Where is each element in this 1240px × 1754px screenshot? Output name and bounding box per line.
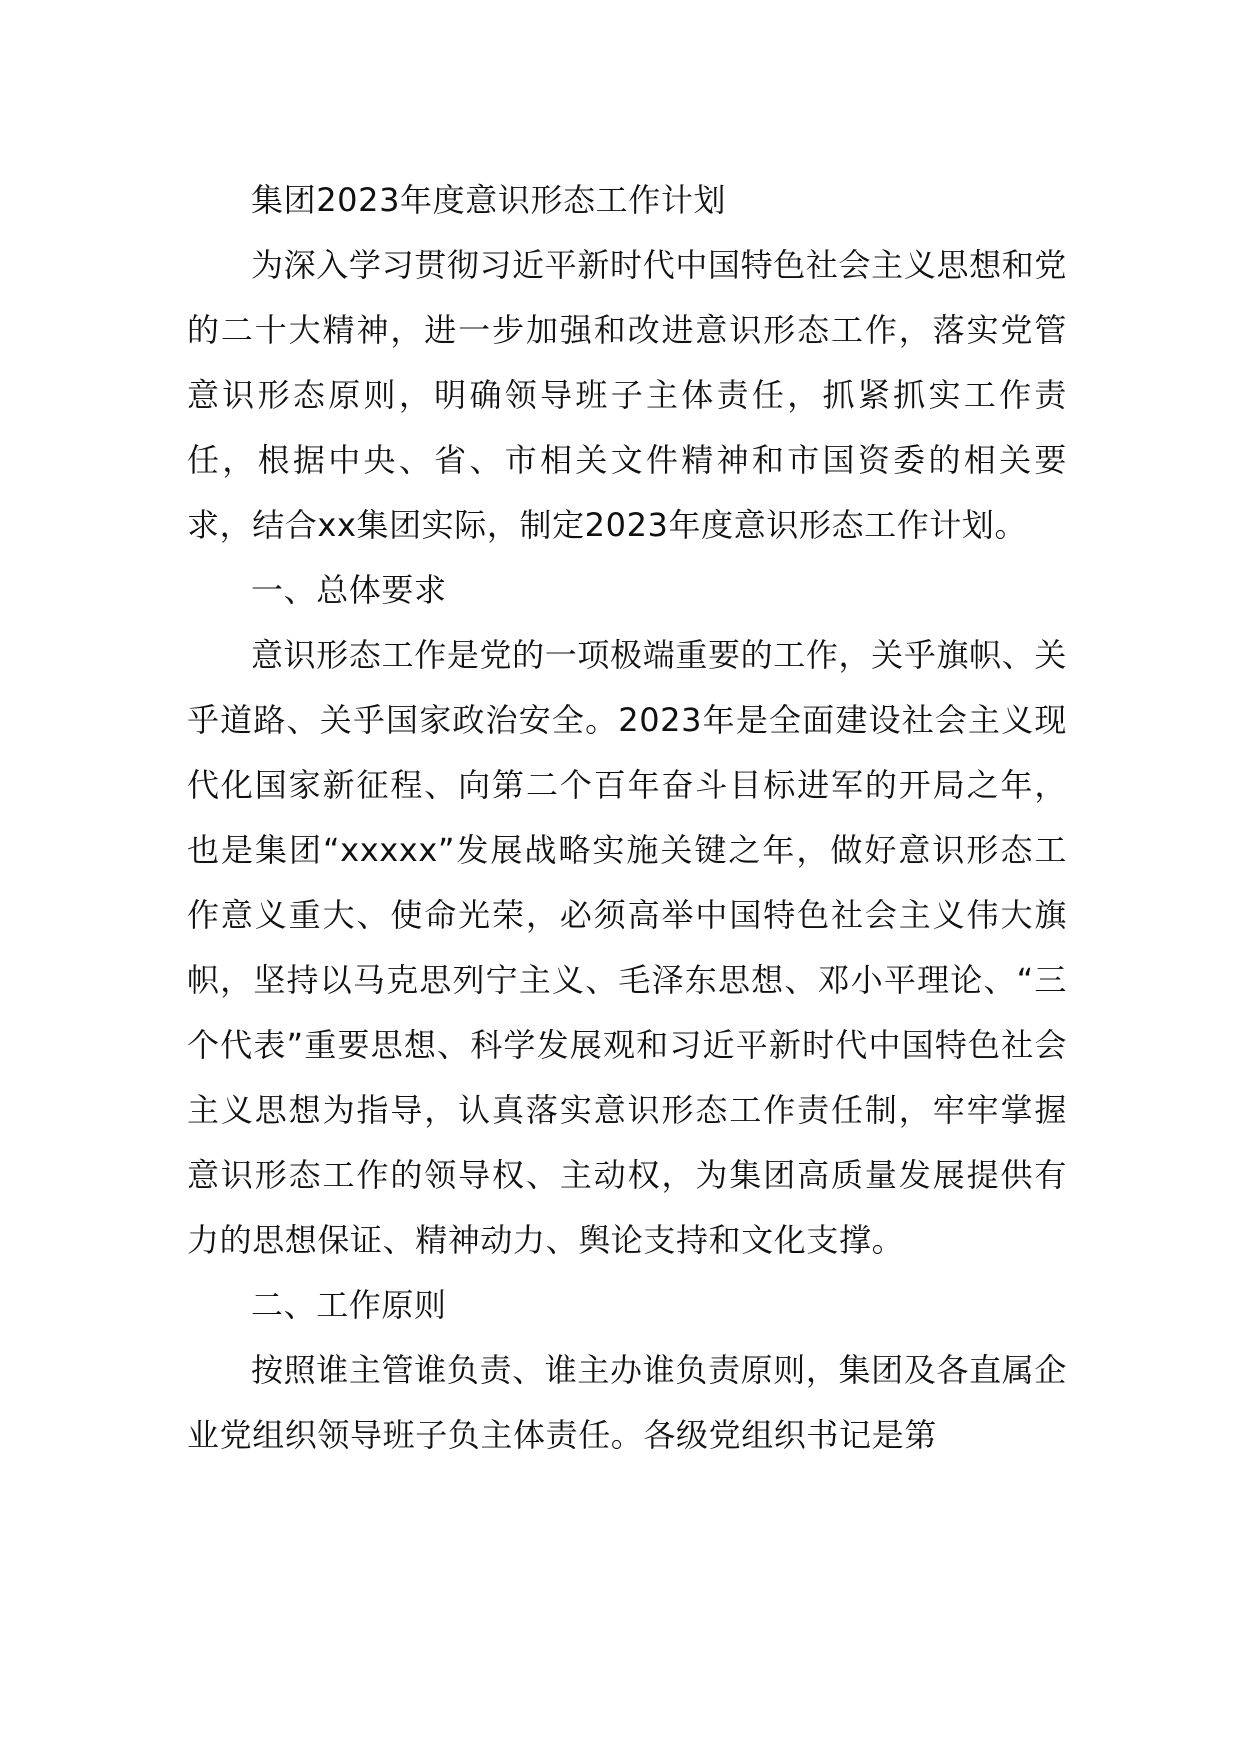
section-paragraph-work-principles: 按照谁主管谁负责、谁主办谁负责原则，集团及各直属企业党组织领导班子负主体责任。各级党组织书记是第 bbox=[187, 1351, 1067, 1454]
section-heading-work-principles: 二、工作原则 bbox=[251, 1286, 447, 1324]
section-heading-general-requirements: 一、总体要求 bbox=[251, 571, 447, 609]
document-body bbox=[187, 168, 1067, 1468]
section-paragraph-general-requirements: 意识形态工作是党的一项极端重要的工作，关乎旗帜、关乎道路、关乎国家政治安全。2023年是全面建设社会主义现代化国家新征程、向第二个百年奋斗目标进军的开局之年，也是集团“xxxxx”发展战略实施关键之年，做好意识形态工作意义重大、使命光荣，必须高举中国特色社会主义伟大旗帜，坚持以马克思列宁主义、毛泽东思想、邓小平理论、“三个代表”重要思想、科学发展观和习近平新时代中国特色社会主义思想为指导，认真落实意识形态工作责任制，牢牢掌握意识形态工作的领导权、主动权，为集团高质量发展提供有力的思想保证、精神动力、舆论支持和文化支撑。 bbox=[187, 636, 1067, 1259]
document-title: 集团2023年度意识形态工作计划 bbox=[251, 181, 727, 219]
intro-paragraph: 为深入学习贯彻习近平新时代中国特色社会主义思想和党的二十大精神，进一步加强和改进意识形态工作，落实党管意识形态原则，明确领导班子主体责任，抓紧抓实工作责任，根据中央、省、市相关文件精神和市国资委的相关要求，结合xx集团实际，制定2023年度意识形态工作计划。 bbox=[187, 246, 1067, 544]
